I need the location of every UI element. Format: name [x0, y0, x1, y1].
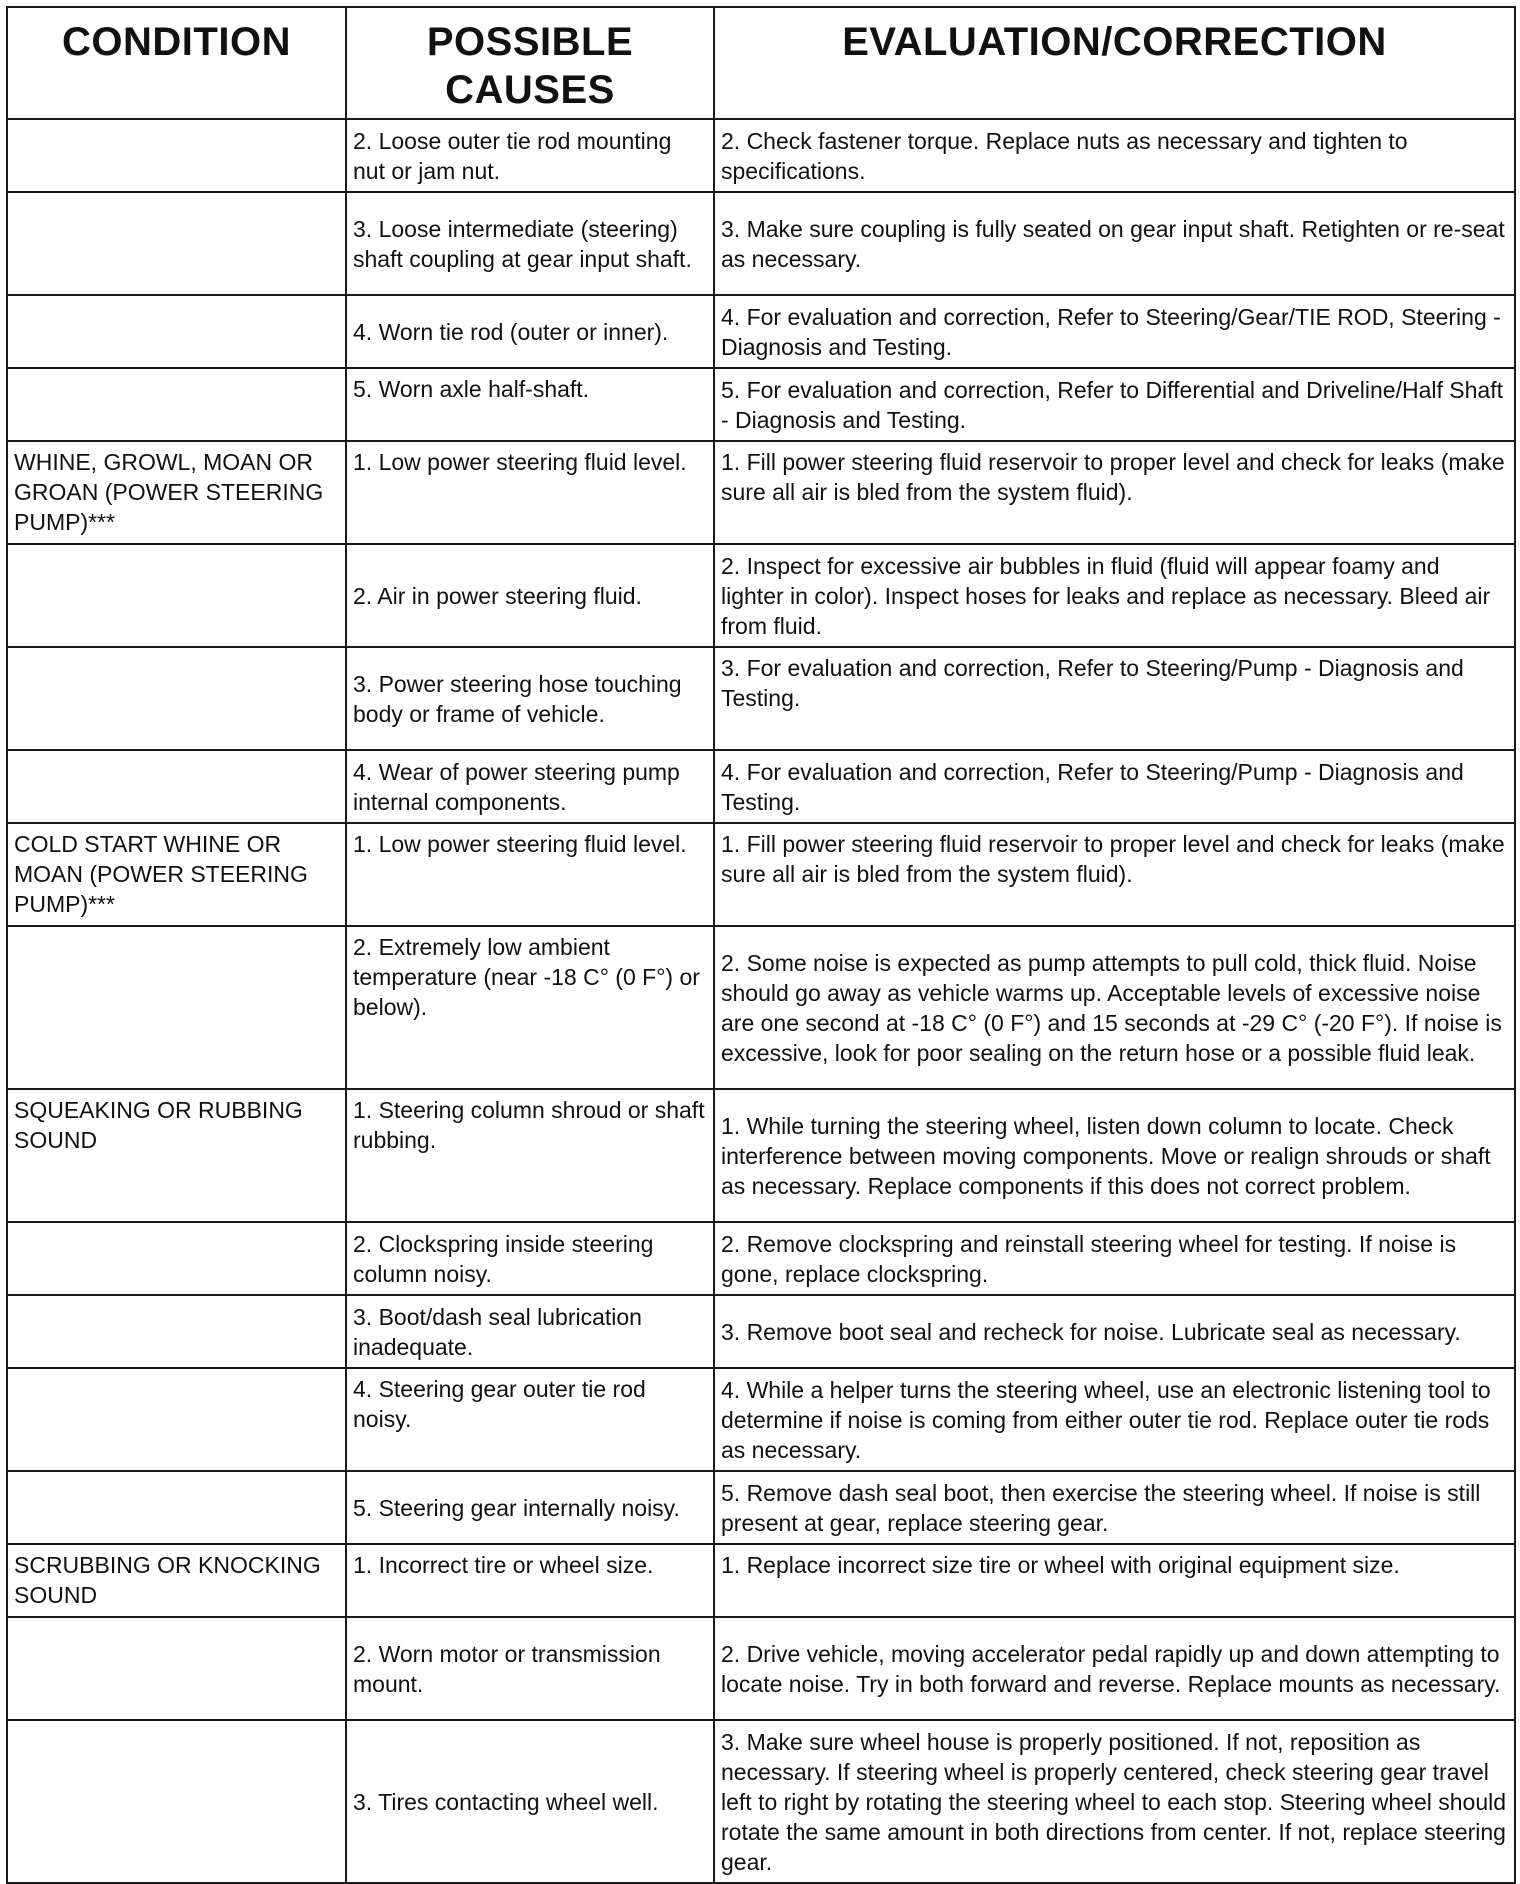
cause-cell: 2. Air in power steering fluid.	[346, 544, 714, 647]
evaluation-cell: 1. While turning the steering wheel, listen down column to locate. Check interference between moving components. Move or realign shrouds or shaft as necessary. Replace components if this does not correct problem.	[714, 1089, 1515, 1222]
table-row	[7, 441, 1515, 544]
cause-cell: 1. Incorrect tire or wheel size.	[346, 1544, 714, 1617]
condition-cell: WHINE, GROWL, MOAN OR GROAN (POWER STEERING PUMP)***	[7, 441, 346, 544]
cause-cell: 5. Worn axle half-shaft.	[346, 368, 714, 441]
evaluation-cell: 2. Remove clockspring and reinstall steering wheel for testing. If noise is gone, replace clockspring.	[714, 1222, 1515, 1295]
evaluation-cell: 3. For evaluation and correction, Refer to Steering/Pump - Diagnosis and Testing.	[714, 647, 1515, 750]
table-row	[7, 1471, 1515, 1544]
condition-cell	[7, 1295, 346, 1368]
cause-cell: 1. Low power steering fluid level.	[346, 823, 714, 926]
evaluation-cell: 3. Make sure wheel house is properly positioned. If not, reposition as necessary. If steering wheel is properly centered, check steering gear travel left to right by rotating the steering wheel to each stop. Steering wheel should rotate the same amount in both directions from center. If not, replace steering gear.	[714, 1720, 1515, 1883]
table-row	[7, 295, 1515, 368]
evaluation-cell: 3. Make sure coupling is fully seated on gear input shaft. Retighten or re-seat as necessary.	[714, 192, 1515, 295]
evaluation-cell: 3. Remove boot seal and recheck for noise. Lubricate seal as necessary.	[714, 1295, 1515, 1368]
cause-cell: 3. Loose intermediate (steering) shaft coupling at gear input shaft.	[346, 192, 714, 295]
cause-cell: 4. Wear of power steering pump internal components.	[346, 750, 714, 823]
header-evaluation-correction: EVALUATION/CORRECTION	[714, 7, 1515, 119]
table-row	[7, 544, 1515, 647]
cause-cell: 4. Steering gear outer tie rod noisy.	[346, 1368, 714, 1471]
cause-cell: 2. Loose outer tie rod mounting nut or jam nut.	[346, 119, 714, 192]
condition-cell: COLD START WHINE OR MOAN (POWER STEERING PUMP)***	[7, 823, 346, 926]
table-row	[7, 750, 1515, 823]
condition-cell	[7, 750, 346, 823]
condition-cell	[7, 647, 346, 750]
table-body	[7, 119, 1515, 1883]
condition-cell	[7, 544, 346, 647]
table-row	[7, 926, 1515, 1089]
condition-cell	[7, 1222, 346, 1295]
cause-cell: 3. Boot/dash seal lubrication inadequate.	[346, 1295, 714, 1368]
evaluation-cell: 4. For evaluation and correction, Refer to Steering/Gear/TIE ROD, Steering - Diagnosis and Testing.	[714, 295, 1515, 368]
cause-cell: 5. Steering gear internally noisy.	[346, 1471, 714, 1544]
evaluation-cell: 4. While a helper turns the steering wheel, use an electronic listening tool to determine if noise is coming from either outer tie rod. Replace outer tie rods as necessary.	[714, 1368, 1515, 1471]
table-row	[7, 1295, 1515, 1368]
table-row	[7, 823, 1515, 926]
condition-cell: SQUEAKING OR RUBBING SOUND	[7, 1089, 346, 1222]
condition-cell	[7, 1617, 346, 1720]
table-row	[7, 1544, 1515, 1617]
condition-cell	[7, 368, 346, 441]
cause-cell: 3. Tires contacting wheel well.	[346, 1720, 714, 1883]
table-row	[7, 192, 1515, 295]
table-header	[7, 7, 1515, 119]
table-row	[7, 1368, 1515, 1471]
table-row	[7, 1720, 1515, 1883]
header-row	[7, 7, 1515, 119]
cause-cell: 1. Steering column shroud or shaft rubbing.	[346, 1089, 714, 1222]
condition-cell	[7, 926, 346, 1089]
condition-cell	[7, 192, 346, 295]
evaluation-cell: 2. Drive vehicle, moving accelerator pedal rapidly up and down attempting to locate noise. Try in both forward and reverse. Replace mounts as necessary.	[714, 1617, 1515, 1720]
evaluation-cell: 1. Fill power steering fluid reservoir to proper level and check for leaks (make sure all air is bled from the system fluid).	[714, 823, 1515, 926]
diagnosis-table	[6, 6, 1516, 1884]
evaluation-cell: 2. Inspect for excessive air bubbles in fluid (fluid will appear foamy and lighter in color). Inspect hoses for leaks and replace as necessary. Bleed air from fluid.	[714, 544, 1515, 647]
header-possible-causes: POSSIBLE CAUSES	[346, 7, 714, 119]
cause-cell: 3. Power steering hose touching body or frame of vehicle.	[346, 647, 714, 750]
cause-cell: 1. Low power steering fluid level.	[346, 441, 714, 544]
condition-cell: SCRUBBING OR KNOCKING SOUND	[7, 1544, 346, 1617]
evaluation-cell: 5. Remove dash seal boot, then exercise the steering wheel. If noise is still present at gear, replace steering gear.	[714, 1471, 1515, 1544]
table-row	[7, 1089, 1515, 1222]
evaluation-cell: 1. Replace incorrect size tire or wheel with original equipment size.	[714, 1544, 1515, 1617]
condition-cell	[7, 119, 346, 192]
cause-cell: 2. Extremely low ambient temperature (near -18 C° (0 F°) or below).	[346, 926, 714, 1089]
cause-cell: 4. Worn tie rod (outer or inner).	[346, 295, 714, 368]
header-condition: CONDITION	[7, 7, 346, 119]
table-row	[7, 1222, 1515, 1295]
table-row	[7, 368, 1515, 441]
evaluation-cell: 2. Check fastener torque. Replace nuts as necessary and tighten to specifications.	[714, 119, 1515, 192]
evaluation-cell: 1. Fill power steering fluid reservoir to proper level and check for leaks (make sure all air is bled from the system fluid).	[714, 441, 1515, 544]
condition-cell	[7, 295, 346, 368]
cause-cell: 2. Worn motor or transmission mount.	[346, 1617, 714, 1720]
table-row	[7, 1617, 1515, 1720]
evaluation-cell: 4. For evaluation and correction, Refer to Steering/Pump - Diagnosis and Testing.	[714, 750, 1515, 823]
condition-cell	[7, 1368, 346, 1471]
table-row	[7, 119, 1515, 192]
condition-cell	[7, 1720, 346, 1883]
evaluation-cell: 5. For evaluation and correction, Refer to Differential and Driveline/Half Shaft - Diagnosis and Testing.	[714, 368, 1515, 441]
condition-cell	[7, 1471, 346, 1544]
table-row	[7, 647, 1515, 750]
evaluation-cell: 2. Some noise is expected as pump attempts to pull cold, thick fluid. Noise should go away as vehicle warms up. Acceptable levels of excessive noise are one second at -18 C° (0 F°) and 15 seconds at -29 C° (-20 F°). If noise is excessive, look for poor sealing on the return hose or a possible fluid leak.	[714, 926, 1515, 1089]
cause-cell: 2. Clockspring inside steering column noisy.	[346, 1222, 714, 1295]
